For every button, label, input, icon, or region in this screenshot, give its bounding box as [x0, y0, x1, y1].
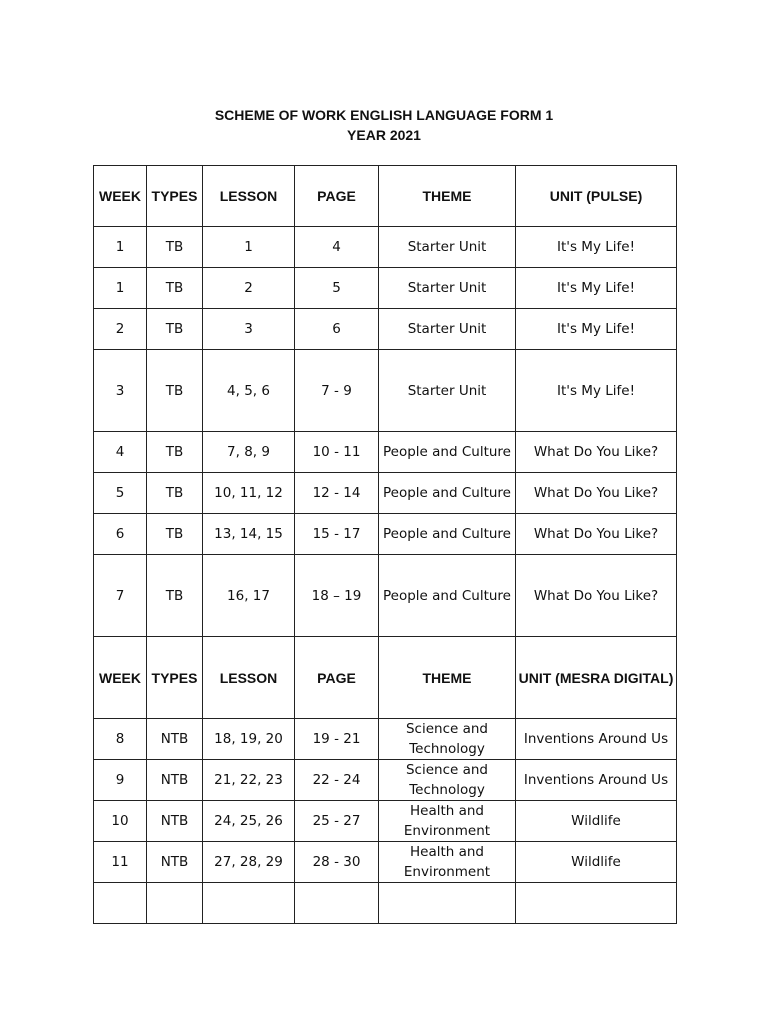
- table-header-row: [94, 637, 677, 719]
- cell-week: 3: [94, 350, 147, 432]
- cell-page: 25 - 27: [295, 801, 379, 842]
- cell-unit: What Do You Like?: [516, 514, 677, 555]
- table-row-empty: [94, 883, 677, 924]
- cell-unit: What Do You Like?: [516, 555, 677, 637]
- table-row: [94, 842, 677, 883]
- scheme-table: [93, 165, 677, 924]
- cell-week: 4: [94, 432, 147, 473]
- cell-types: TB: [147, 309, 203, 350]
- cell-page: 19 - 21: [295, 719, 379, 760]
- col-lesson-header: LESSON: [203, 166, 295, 227]
- cell-types: TB: [147, 514, 203, 555]
- table-row: [94, 350, 677, 432]
- col-week-header: WEEK: [94, 166, 147, 227]
- cell-page: 15 - 17: [295, 514, 379, 555]
- cell-unit: What Do You Like?: [516, 432, 677, 473]
- cell-week: 8: [94, 719, 147, 760]
- col-unit-header: UNIT (MESRA DIGITAL): [516, 637, 677, 719]
- cell-unit: It's My Life!: [516, 350, 677, 432]
- cell-empty: [203, 883, 295, 924]
- cell-lesson: 2: [203, 268, 295, 309]
- table-row: [94, 801, 677, 842]
- table-row: [94, 514, 677, 555]
- table-row: [94, 473, 677, 514]
- cell-unit: It's My Life!: [516, 268, 677, 309]
- table-row: [94, 432, 677, 473]
- cell-lesson: 21, 22, 23: [203, 760, 295, 801]
- cell-theme: Health and Environment: [379, 801, 516, 842]
- cell-page: 6: [295, 309, 379, 350]
- cell-unit: Wildlife: [516, 842, 677, 883]
- cell-types: TB: [147, 227, 203, 268]
- cell-types: TB: [147, 268, 203, 309]
- cell-theme: Science and Technology: [379, 719, 516, 760]
- cell-page: 18 – 19: [295, 555, 379, 637]
- cell-week: 10: [94, 801, 147, 842]
- col-types-header: TYPES: [147, 166, 203, 227]
- cell-theme: People and Culture: [379, 432, 516, 473]
- cell-page: 10 - 11: [295, 432, 379, 473]
- col-theme-header: THEME: [379, 166, 516, 227]
- cell-theme: Science and Technology: [379, 760, 516, 801]
- cell-week: 7: [94, 555, 147, 637]
- cell-empty: [147, 883, 203, 924]
- cell-theme: People and Culture: [379, 514, 516, 555]
- cell-lesson: 18, 19, 20: [203, 719, 295, 760]
- col-unit-header: UNIT (PULSE): [516, 166, 677, 227]
- table-row: [94, 227, 677, 268]
- cell-theme: People and Culture: [379, 473, 516, 514]
- table-row: [94, 309, 677, 350]
- table-row: [94, 760, 677, 801]
- col-week-header: WEEK: [94, 637, 147, 719]
- table-row: [94, 719, 677, 760]
- cell-lesson: 7, 8, 9: [203, 432, 295, 473]
- cell-types: NTB: [147, 842, 203, 883]
- cell-week: 9: [94, 760, 147, 801]
- table-header-row: [94, 166, 677, 227]
- cell-unit: Inventions Around Us: [516, 719, 677, 760]
- cell-lesson: 1: [203, 227, 295, 268]
- cell-week: 11: [94, 842, 147, 883]
- cell-types: TB: [147, 473, 203, 514]
- table-row: [94, 268, 677, 309]
- cell-types: NTB: [147, 760, 203, 801]
- cell-lesson: 13, 14, 15: [203, 514, 295, 555]
- cell-types: TB: [147, 432, 203, 473]
- cell-theme: People and Culture: [379, 555, 516, 637]
- cell-week: 6: [94, 514, 147, 555]
- cell-lesson: 3: [203, 309, 295, 350]
- cell-lesson: 27, 28, 29: [203, 842, 295, 883]
- cell-theme: Starter Unit: [379, 227, 516, 268]
- document-year: YEAR 2021: [347, 127, 421, 143]
- cell-week: 1: [94, 268, 147, 309]
- cell-theme: Health and Environment: [379, 842, 516, 883]
- col-page-header: PAGE: [295, 637, 379, 719]
- cell-lesson: 4, 5, 6: [203, 350, 295, 432]
- cell-page: 5: [295, 268, 379, 309]
- cell-lesson: 24, 25, 26: [203, 801, 295, 842]
- cell-theme: Starter Unit: [379, 268, 516, 309]
- cell-lesson: 10, 11, 12: [203, 473, 295, 514]
- col-theme-header: THEME: [379, 637, 516, 719]
- cell-empty: [516, 883, 677, 924]
- cell-page: 22 - 24: [295, 760, 379, 801]
- cell-unit: Inventions Around Us: [516, 760, 677, 801]
- cell-empty: [295, 883, 379, 924]
- cell-unit: What Do You Like?: [516, 473, 677, 514]
- cell-theme: Starter Unit: [379, 350, 516, 432]
- cell-week: 1: [94, 227, 147, 268]
- cell-types: TB: [147, 555, 203, 637]
- col-types-header: TYPES: [147, 637, 203, 719]
- col-lesson-header: LESSON: [203, 637, 295, 719]
- cell-week: 2: [94, 309, 147, 350]
- cell-lesson: 16, 17: [203, 555, 295, 637]
- cell-week: 5: [94, 473, 147, 514]
- cell-unit: It's My Life!: [516, 227, 677, 268]
- cell-page: 7 - 9: [295, 350, 379, 432]
- cell-types: NTB: [147, 801, 203, 842]
- cell-unit: It's My Life!: [516, 309, 677, 350]
- table-row: [94, 555, 677, 637]
- cell-types: NTB: [147, 719, 203, 760]
- document-title: SCHEME OF WORK ENGLISH LANGUAGE FORM 1: [214, 107, 554, 123]
- cell-types: TB: [147, 350, 203, 432]
- cell-page: 4: [295, 227, 379, 268]
- cell-empty: [94, 883, 147, 924]
- cell-theme: Starter Unit: [379, 309, 516, 350]
- cell-unit: Wildlife: [516, 801, 677, 842]
- col-page-header: PAGE: [295, 166, 379, 227]
- cell-page: 28 - 30: [295, 842, 379, 883]
- cell-page: 12 - 14: [295, 473, 379, 514]
- cell-empty: [379, 883, 516, 924]
